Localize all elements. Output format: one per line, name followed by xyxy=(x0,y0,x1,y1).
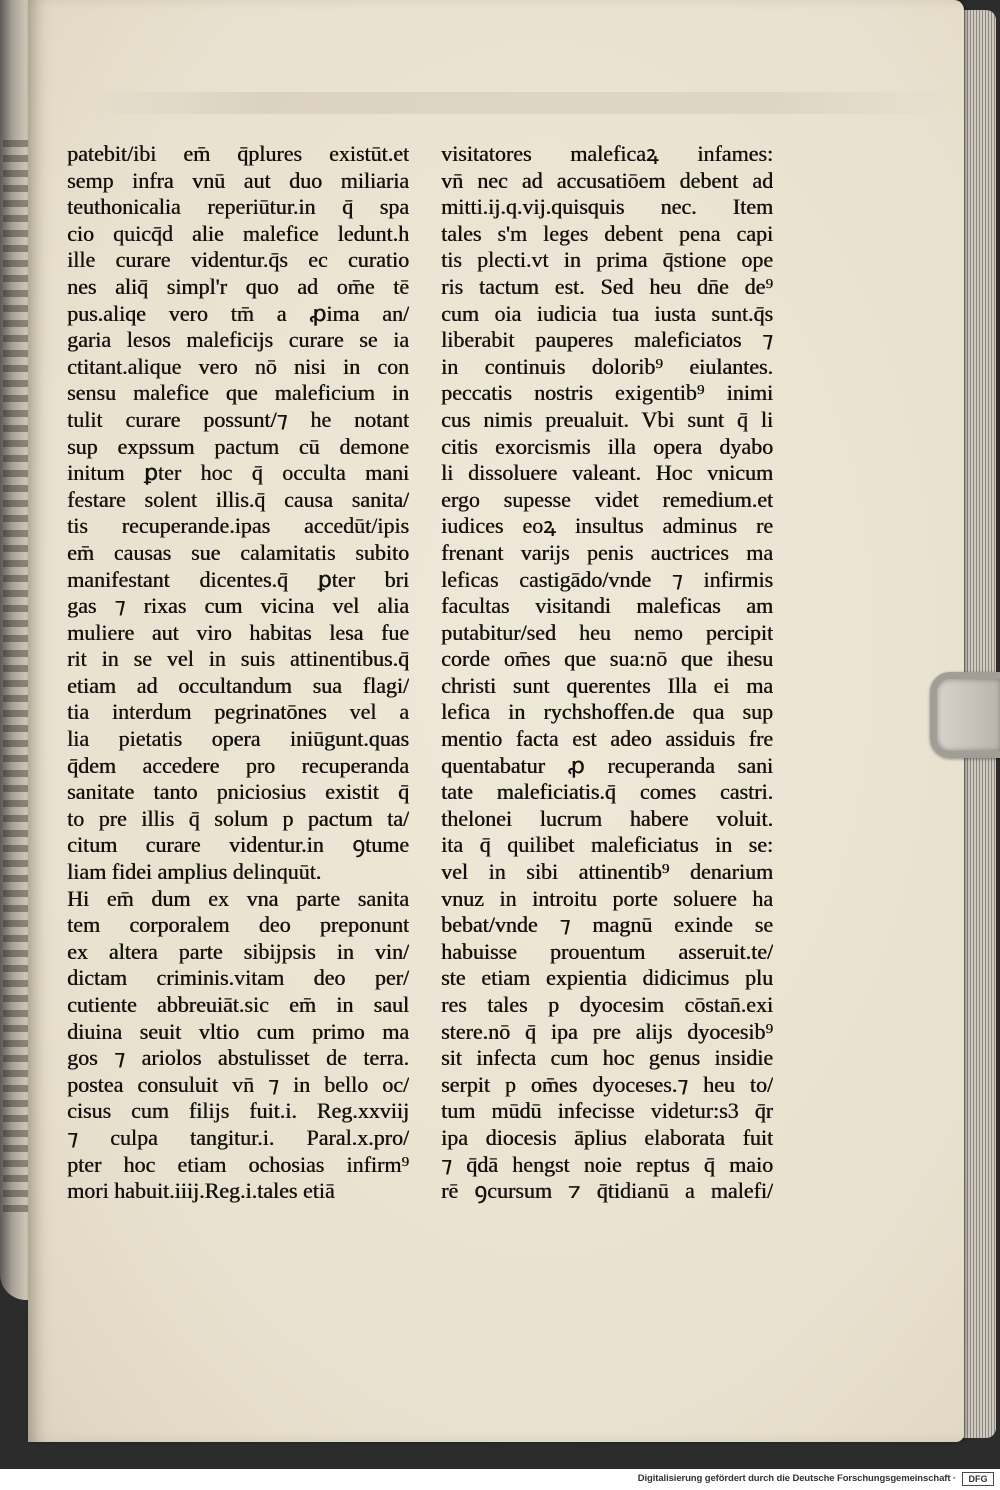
text-line: dictam criminis.vitam deo per/ xyxy=(67,965,409,991)
text-line: quentabatur ꝓ recuperanda sani xyxy=(441,752,773,778)
text-line: facultas visitandi maleficas am xyxy=(441,593,773,619)
text-line: manifestant dicentes.q̄ ꝑter bri xyxy=(67,566,409,592)
text-line: leficas castigādo/vnde ⁊ infirmis xyxy=(441,566,773,592)
text-line: Hi em̄ dum ex vna parte sanita xyxy=(67,885,409,911)
text-line: ste etiam expientia didicimus plu xyxy=(441,965,773,991)
text-line: stere.nō q̄ ipa pre alijs dyocesib⁹ xyxy=(441,1018,773,1044)
text-line: gos ⁊ ariolos abstulisset de terra. xyxy=(67,1045,409,1071)
text-line: citum curare videntur.in ꝯtume xyxy=(67,832,409,858)
text-line: initum ꝑter hoc q̄ occulta mani xyxy=(67,460,409,486)
text-line: rit in se vel in suis attinentibus.q̄ xyxy=(67,646,409,672)
text-line: ctitant.alique vero nō nisi in con xyxy=(67,353,409,379)
text-line: cisus cum filijs fuit.i. Reg.xxviij xyxy=(67,1098,409,1124)
text-line: semp infra vnū aut duo miliaria xyxy=(67,167,409,193)
text-line: serpit p om̄es dyoceses.⁊ heu to/ xyxy=(441,1071,773,1097)
text-line: cus nimis preualuit. Vbi sunt q̄ li xyxy=(441,406,773,432)
text-line: visitatores maleficaꝝ infames: xyxy=(441,141,773,166)
text-line: tem corporalem deo preponunt xyxy=(67,912,409,938)
text-line: lia pietatis opera iniūgunt.quas xyxy=(67,726,409,752)
text-line: sanitate tanto pniciosius existit q̄ xyxy=(67,779,409,805)
facing-page-text-edge xyxy=(3,140,29,1220)
text-line: gas ⁊ rixas cum vicina vel alia xyxy=(67,593,409,619)
text-line: christi sunt querentes Illa ei ma xyxy=(441,672,773,698)
text-line: iudices eoꝝ insultus adminus re xyxy=(441,513,773,539)
text-line: frenant varijs penis auctrices ma xyxy=(441,539,773,565)
text-line: garia lesos maleficijs curare se ia xyxy=(67,327,409,353)
text-line: nes aliq̄ simpl'r quo ad om̄e tē xyxy=(67,273,409,299)
text-line: ex altera parte sibijpsis in vin/ xyxy=(67,938,409,964)
text-line: cutiente abbreuiāt.sic em̄ in saul xyxy=(67,992,409,1017)
bleed-through-text xyxy=(90,92,950,114)
text-line: tis plecti.vt in prima q̄stione ope xyxy=(441,247,773,273)
text-line: ris tactum est. Sed heu dn̄e de⁹ xyxy=(441,273,773,299)
text-line: pter hoc etiam ochosias infirm⁹ xyxy=(67,1151,409,1177)
text-line: ita q̄ quilibet maleficiatus in se: xyxy=(441,832,773,858)
text-line: ⁊ culpa tangitur.i. Paral.x.pro/ xyxy=(67,1124,409,1150)
text-line: patebit/ibi em̄ q̄plures existūt.et xyxy=(67,141,409,166)
text-line: tum mūdū infecisse videtur:s3 q̄r xyxy=(441,1098,773,1124)
text-line: vnuz in introitu porte soluere ha xyxy=(441,885,773,911)
text-line: mitti.ij.q.vij.quisquis nec. Item xyxy=(441,194,773,220)
book-clasp xyxy=(930,672,1000,758)
text-line: citis exorcismis illa opera dyabo xyxy=(441,433,773,459)
text-line: ipa diocesis āplius elaborata fuit xyxy=(441,1124,773,1150)
text-line: cum oia iudicia tua iusta sunt.q̄s xyxy=(441,300,773,326)
text-line: sup expssum pactum cū demone xyxy=(67,433,409,459)
right-text-column xyxy=(441,141,773,1205)
text-line: peccatis nostris exigentib⁹ inimi xyxy=(441,380,773,406)
text-line: res tales p dyocesim cōstan̄.exi xyxy=(441,992,773,1017)
text-line: cio quicq̄d alie malefice ledunt.h xyxy=(67,220,409,246)
text-line: q̄dem accedere pro recuperanda xyxy=(67,752,409,778)
text-line: liam fidei amplius delinquūt. xyxy=(67,859,322,885)
text-line: in continuis dolorib⁹ eiulantes. xyxy=(441,353,773,379)
text-line: em̄ causas sue calamitatis subito xyxy=(67,539,409,565)
text-line: corde om̄es que sua:nō que ihesu xyxy=(441,646,773,672)
text-line: postea consuluit vn̄ ⁊ in bello oc/ xyxy=(67,1071,409,1097)
text-line: ille curare videntur.q̄s ec curatio xyxy=(67,247,409,273)
text-line: rē ꝯcursum ⁊ q̄tidianū a malefi/ xyxy=(441,1178,773,1204)
text-line: putabitur/sed heu nemo percipit xyxy=(441,619,773,645)
text-line: teuthonicalia reperiūtur.in q̄ spa xyxy=(67,194,409,220)
text-line: sensu malefice que maleficium in xyxy=(67,380,409,406)
text-line: ⁊ q̄dā hengst noie reptus q̄ maio xyxy=(441,1151,773,1177)
funding-notice: Digitalisierung gefördert durch die Deutsche Forschungsgemeinschaft · xyxy=(637,1473,956,1484)
text-line: bebat/vnde ⁊ magnū exinde se xyxy=(441,912,773,938)
text-line: li dissoluere valeant. Hoc vnicum xyxy=(441,460,773,486)
text-line: diuina seuit vltio cum primo ma xyxy=(67,1018,409,1044)
text-line: liberabit pauperes maleficiatos ⁊ xyxy=(441,327,773,353)
text-line: festare solent illis.q̄ causa sanita/ xyxy=(67,486,409,512)
text-line: tales s'm leges debent pena capi xyxy=(441,220,773,246)
text-line: ergo supesse videt remedium.et xyxy=(441,486,773,512)
text-line: etiam ad occultandum sua flagi/ xyxy=(67,672,409,698)
text-line: vn̄ nec ad accusatiōem debent ad xyxy=(441,167,773,193)
text-line: vel in sibi attinentib⁹ denarium xyxy=(441,859,773,885)
text-line: habuisse prouentum asseruit.te/ xyxy=(441,938,773,964)
text-line: mentio facta est adeo assiduis fre xyxy=(441,726,773,752)
text-line: thelonei lucrum habere voluit. xyxy=(441,805,773,831)
text-line: muliere aut viro habitas lesa fue xyxy=(67,619,409,645)
digitization-footer xyxy=(0,1469,1000,1490)
text-line: pus.aliqe vero tm̄ a ꝓima an/ xyxy=(67,300,409,326)
text-line: sit infecta cum hoc genus insidie xyxy=(441,1045,773,1071)
text-line: to pre illis q̄ solum p pactum ta/ xyxy=(67,805,409,831)
text-line: tate maleficiatis.q̄ comes castri. xyxy=(441,779,773,805)
text-line: tis recuperande.ipas accedūt/ipis xyxy=(67,513,409,539)
text-line: tia interdum pegrinatōnes vel a xyxy=(67,699,409,725)
dfg-logo: DFG xyxy=(962,1472,994,1486)
text-line: mori habuit.iiij.Reg.i.tales etiā xyxy=(67,1178,335,1204)
left-text-column xyxy=(67,141,409,1205)
text-line: tulit curare possunt/⁊ he notant xyxy=(67,406,409,432)
text-line: lefica in rychshoffen.de qua sup xyxy=(441,699,773,725)
